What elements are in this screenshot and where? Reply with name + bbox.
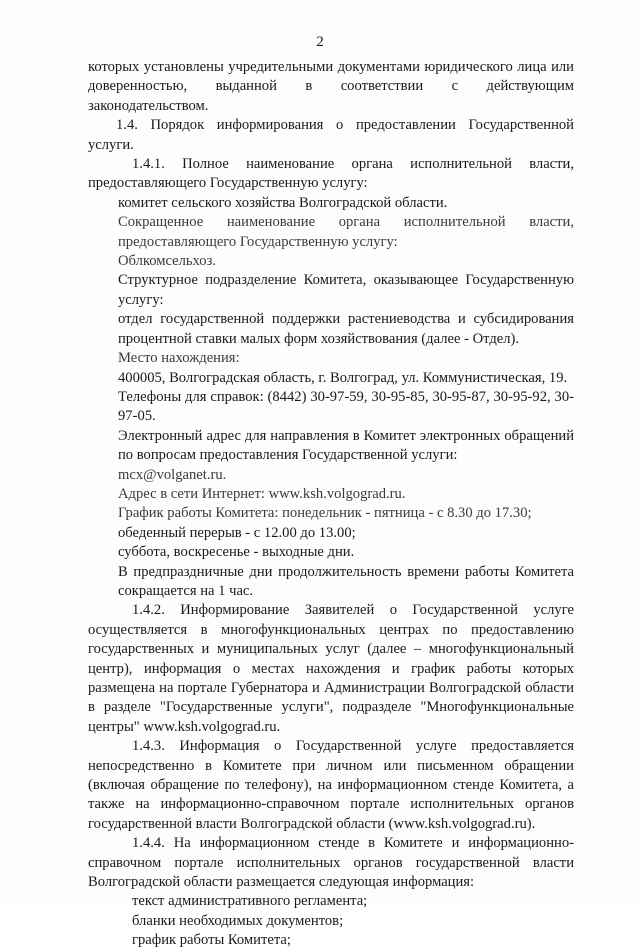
weekend-days: суббота, воскресенье - выходные дни. xyxy=(118,544,355,561)
phone-numbers: Телефоны для справок: (8442) 30-97-59, 30-95-85, 30-95-87, 30-95-92, 30-97-05. xyxy=(118,388,574,425)
website-address: Адрес в сети Интернет: www.ksh.volgograd.ru. xyxy=(118,485,406,502)
page-number: 2 xyxy=(316,34,324,50)
paragraph-1-4-1: 1.4.1. Полное наименование органа исполнительной власти, предоставляющего Государственную услугу: xyxy=(88,156,574,192)
list-item-regulation-text: текст административного регламента; xyxy=(132,893,368,910)
paragraph-1-4-3: 1.4.3. Информация о Государственной услуге предоставляется непосредственно в Комитете при личном или письменном обращении (включая обращение по телефону), на информационном стенде Комитета, а также на информационно-справочном портале исполнительных органов государственной власти Волгоградской области (www.ksh.volgograd.ru). xyxy=(88,738,574,832)
short-agency-name: Облкомсельхоз. xyxy=(118,253,217,270)
department-heading: Структурное подразделение Комитета, оказывающее Государственную услугу: xyxy=(118,272,574,308)
department-name: отдел государственной поддержки растениеводства и субсидирования процентной ставки малых форм хозяйствования (далее - Отдел). xyxy=(118,311,574,347)
paragraph-1-4-4: 1.4.4. На информационном стенде в Комитете и информационно-справочном портале исполнительных органов государственной власти Волгоградской области размещается следующая информация: xyxy=(88,835,574,891)
lunch-break: обеденный перерыв - с 12.00 до 13.00; xyxy=(118,524,356,541)
section-heading-1-4: 1.4. Порядок информирования о предоставлении Государственной услуги. xyxy=(88,117,574,153)
document-body xyxy=(88,58,574,951)
location-heading: Место нахождения: xyxy=(118,350,240,367)
work-schedule: График работы Комитета: понедельник - пятница - с 8.30 до 17.30; xyxy=(118,505,532,522)
email-address: mcx@volganet.ru. xyxy=(118,466,227,483)
location-address: 400005, Волгоградская область, г. Волгоград, ул. Коммунистическая, 19. xyxy=(118,369,568,386)
list-item-document-forms: бланки необходимых документов; xyxy=(132,912,344,929)
short-name-heading: Сокращенное наименование органа исполнительной власти, предоставляющего Государственную услугу: xyxy=(118,214,574,250)
paragraph-1-4-2: 1.4.2. Информирование Заявителей о Государственной услуге осуществляется в многофункциональных центрах по предоставлению государственных и муниципальных услуг (далее – многофункциональный центр), информация о местах нахождения и график работы которых размещена на портале Губернатора и Администрации Волгоградской области в разделе "Государственные услуги", подразделе "Многофункциональные центры" www.ksh.volgograd.ru. xyxy=(88,602,574,735)
list-item-work-schedule: график работы Комитета; xyxy=(132,932,291,949)
paragraph-continuation: которых установлены учредительными документами юридического лица или доверенностью, выданной в соответствии с действующим законодательством. xyxy=(88,59,574,114)
full-agency-name: комитет сельского хозяйства Волгоградской области. xyxy=(118,194,448,211)
email-heading: Электронный адрес для направления в Комитет электронных обращений по вопросам предоставления Государственной услуги: xyxy=(118,427,574,464)
pre-holiday-schedule: В предпраздничные дни продолжительность времени работы Комитета сокращается на 1 час. xyxy=(118,563,574,599)
